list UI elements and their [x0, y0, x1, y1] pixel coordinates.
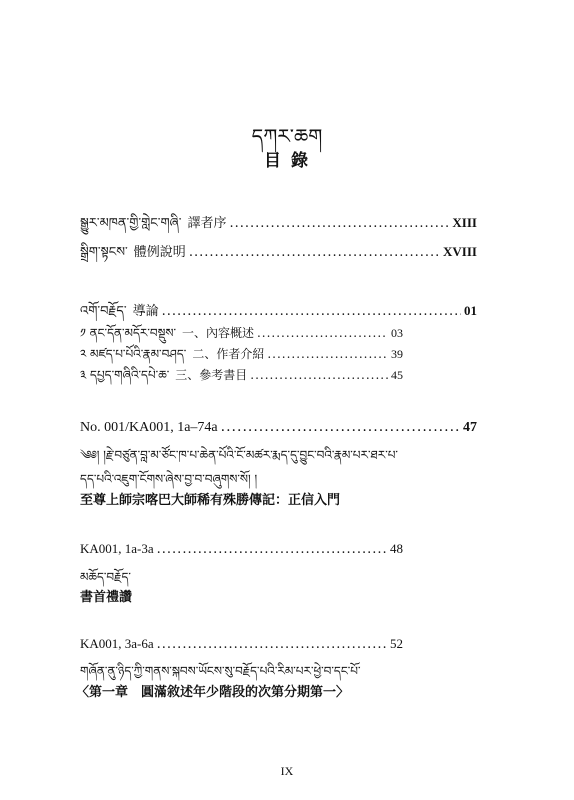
- section-chinese-title: 至尊上師宗喀巴大師稀有殊勝傳記：正信入門: [80, 493, 341, 508]
- chinese-title: 目 錄: [264, 151, 310, 171]
- entry-tibetan: སྒྲིག་སྟངས་: [80, 245, 128, 260]
- entry-chinese: 三、參考書目: [175, 368, 248, 382]
- leader-dots: [250, 368, 388, 382]
- entry-reference: KA001, 1a-3a: [80, 541, 154, 556]
- entry-page: 52: [390, 636, 403, 651]
- entry-page: 48: [390, 541, 403, 556]
- section-tibetan-line: དད་པའི་འཇུག་ངོགས་ཞེས་བྱ་བ་བཞུགས་སོ། །: [80, 472, 258, 486]
- tibetan-title: དཀར་ཆག: [251, 124, 323, 148]
- entry-tibetan: ༢ མཛད་པ་པོའི་རྣམ་བཤད་: [80, 347, 187, 361]
- entry-page: XVIII: [443, 244, 477, 259]
- entry-chinese: 體例說明: [133, 245, 186, 260]
- entry-page: 45: [391, 368, 403, 382]
- leader-dots: [157, 542, 387, 557]
- entry-page: 03: [391, 326, 403, 340]
- entry-reference: KA001, 3a-6a: [80, 636, 154, 651]
- section-chinese-title: 〈第一章 圓滿敘述年少階段的次第分期第一〉: [76, 685, 350, 700]
- leader-dots: [189, 245, 440, 260]
- entry-tibetan: ༡ ནང་དོན་མདོར་བསྡུས་: [80, 326, 176, 340]
- section-tibetan-line: གཞོན་ནུ་ཉིད་ཀྱི་གནས་སྐབས་ཡོངས་སུ་བརྗོད་པའི་རིམ་པར་ཕྱེ་བ་དང་པོ་: [80, 664, 361, 678]
- entry-chinese: 二、作者介紹: [192, 347, 265, 361]
- entry-chinese: 一、內容概述: [181, 326, 254, 340]
- entry-chinese: 導論: [132, 304, 159, 319]
- toc-entry-section-001[interactable]: [80, 419, 477, 436]
- entry-tibetan: སྒྱུར་མཁན་གྱི་གླེང་གཞི་: [80, 216, 182, 231]
- entry-tibetan: ༣ དཔྱད་གཞིའི་དཔེ་ཆ་: [80, 368, 170, 382]
- toc-entry-section-ka001-1a[interactable]: [80, 541, 403, 557]
- entry-page: 01: [464, 303, 477, 318]
- leader-dots: [230, 216, 450, 231]
- section-chinese-title: 書首禮讚: [80, 590, 133, 605]
- toc-entry-editorial-notes[interactable]: [80, 237, 477, 274]
- entry-page: 47: [463, 420, 477, 435]
- entry-tibetan: འགོ་བརྗོད་: [80, 304, 127, 319]
- leader-dots: [267, 347, 388, 361]
- entry-page: 39: [391, 347, 403, 361]
- leader-dots: [162, 304, 461, 319]
- leader-dots: [221, 419, 460, 435]
- leader-dots: [157, 637, 387, 652]
- entry-chinese: 譯者序: [187, 216, 227, 231]
- page-number: IX: [280, 764, 294, 778]
- toc-subentry-bibliography[interactable]: [80, 362, 403, 396]
- section-tibetan-line: ༄༅། །རྗེ་བཙུན་བླ་མ་ཙོང་ཁ་པ་ཆེན་པོའི་ངོ་མཚར་རྨད་དུ་བྱུང་བའི་རྣམ་པར་ཐར་པ་: [80, 448, 398, 462]
- toc-entry-section-ka001-3a[interactable]: [80, 636, 403, 652]
- entry-page: XIII: [452, 215, 477, 230]
- leader-dots: [257, 326, 388, 340]
- section-tibetan-line: མཆོད་བརྗོད་: [80, 570, 131, 584]
- entry-reference: No. 001/KA001, 1a–74a: [80, 420, 218, 435]
